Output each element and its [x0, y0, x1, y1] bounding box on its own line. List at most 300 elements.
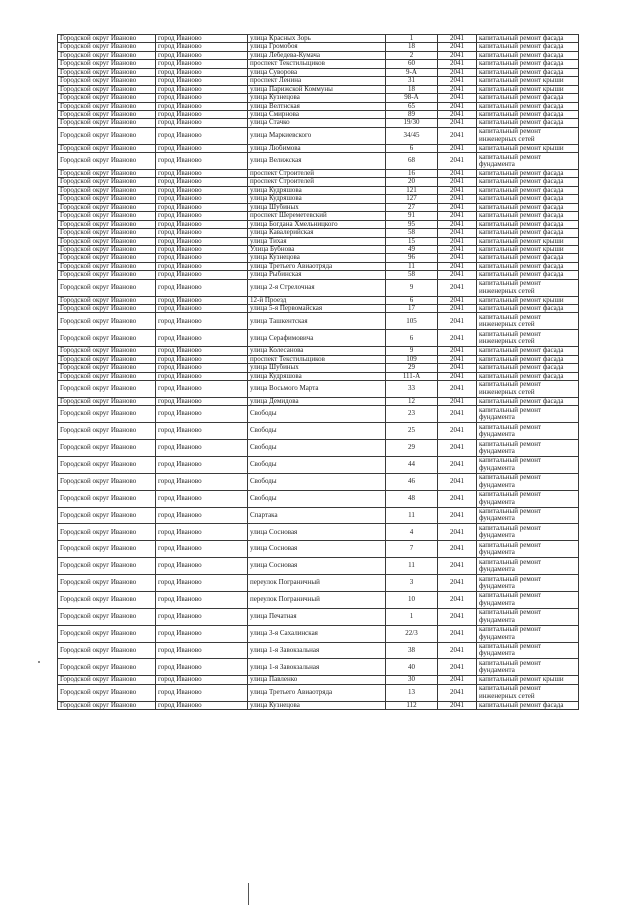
- house-number-cell: 6: [386, 144, 438, 152]
- settlement-cell: город Иваново: [156, 254, 248, 262]
- work-type-cell: капитальный ремонт крыши: [477, 676, 579, 684]
- settlement-cell: город Иваново: [156, 676, 248, 684]
- work-type-cell: капитальный ремонт фундамента: [477, 608, 579, 625]
- settlement-cell: город Иваново: [156, 507, 248, 524]
- house-number-cell: 16: [386, 170, 438, 178]
- street-cell: улица Любимова: [248, 144, 386, 152]
- settlement-cell: город Иваново: [156, 94, 248, 102]
- year-cell: 2041: [438, 347, 477, 355]
- table-row: [58, 35, 579, 43]
- house-number-cell: 18: [386, 85, 438, 93]
- house-number-cell: 96: [386, 254, 438, 262]
- street-cell: улица Рыбинская: [248, 271, 386, 279]
- work-type-cell: капитальный ремонт фундамента: [477, 423, 579, 440]
- house-number-cell: 12: [386, 397, 438, 405]
- house-number-cell: 23: [386, 406, 438, 423]
- table-row: [58, 245, 579, 253]
- work-type-cell: капитальный ремонт крыши: [477, 85, 579, 93]
- year-cell: 2041: [438, 271, 477, 279]
- municipality-cell: Городской округ Иваново: [58, 195, 156, 203]
- street-cell: Свободы: [248, 406, 386, 423]
- settlement-cell: город Иваново: [156, 119, 248, 127]
- table-row: [58, 676, 579, 684]
- work-type-cell: капитальный ремонт фундамента: [477, 575, 579, 592]
- house-number-cell: 44: [386, 456, 438, 473]
- year-cell: 2041: [438, 591, 477, 608]
- municipality-cell: Городской округ Иваново: [58, 77, 156, 85]
- table-row: [58, 684, 579, 701]
- year-cell: 2041: [438, 507, 477, 524]
- work-type-cell: капитальный ремонт фасада: [477, 102, 579, 110]
- work-type-cell: капитальный ремонт фундамента: [477, 440, 579, 457]
- settlement-cell: город Иваново: [156, 220, 248, 228]
- settlement-cell: город Иваново: [156, 245, 248, 253]
- street-cell: проспект Ленина: [248, 77, 386, 85]
- work-type-cell: капитальный ремонт крыши: [477, 237, 579, 245]
- work-type-cell: капитальный ремонт крыши: [477, 245, 579, 253]
- street-cell: улица Кудряшова: [248, 195, 386, 203]
- municipality-cell: Городской округ Иваново: [58, 68, 156, 76]
- year-cell: 2041: [438, 153, 477, 170]
- work-type-cell: капитальный ремонт фасада: [477, 186, 579, 194]
- work-type-cell: капитальный ремонт инженерных сетей: [477, 684, 579, 701]
- street-cell: улица Смирнова: [248, 110, 386, 118]
- municipality-cell: Городской округ Иваново: [58, 473, 156, 490]
- table-row: [58, 85, 579, 93]
- house-number-cell: 10: [386, 591, 438, 608]
- settlement-cell: город Иваново: [156, 490, 248, 507]
- settlement-cell: город Иваново: [156, 212, 248, 220]
- settlement-cell: город Иваново: [156, 279, 248, 296]
- year-cell: 2041: [438, 178, 477, 186]
- house-number-cell: 109: [386, 355, 438, 363]
- street-cell: улица Восьмого Марта: [248, 380, 386, 397]
- house-number-cell: 22/3: [386, 625, 438, 642]
- street-cell: проспект Текстильщиков: [248, 355, 386, 363]
- street-cell: улица Богдана Хмельницкого: [248, 220, 386, 228]
- street-cell: улица Кузнецова: [248, 701, 386, 709]
- work-type-cell: капитальный ремонт фундамента: [477, 625, 579, 642]
- table-row: [58, 51, 579, 59]
- house-number-cell: 6: [386, 296, 438, 304]
- year-cell: 2041: [438, 68, 477, 76]
- year-cell: 2041: [438, 220, 477, 228]
- year-cell: 2041: [438, 94, 477, 102]
- municipality-cell: Городской округ Иваново: [58, 60, 156, 68]
- municipality-cell: Городской округ Иваново: [58, 296, 156, 304]
- year-cell: 2041: [438, 170, 477, 178]
- street-cell: улица 2-я Стрелочная: [248, 279, 386, 296]
- year-cell: 2041: [438, 541, 477, 558]
- house-number-cell: 105: [386, 313, 438, 330]
- work-type-cell: капитальный ремонт фасада: [477, 119, 579, 127]
- street-cell: улица Колесанова: [248, 347, 386, 355]
- municipality-cell: Городской округ Иваново: [58, 110, 156, 118]
- house-number-cell: 111-А: [386, 372, 438, 380]
- work-type-cell: капитальный ремонт фундамента: [477, 659, 579, 676]
- municipality-cell: Городской округ Иваново: [58, 229, 156, 237]
- house-number-cell: 27: [386, 203, 438, 211]
- house-number-cell: 49: [386, 245, 438, 253]
- house-number-cell: 20: [386, 178, 438, 186]
- house-number-cell: 68: [386, 153, 438, 170]
- work-type-cell: капитальный ремонт инженерных сетей: [477, 313, 579, 330]
- settlement-cell: город Иваново: [156, 296, 248, 304]
- municipality-cell: Городской округ Иваново: [58, 397, 156, 405]
- municipality-cell: Городской округ Иваново: [58, 558, 156, 575]
- table-row: [58, 355, 579, 363]
- settlement-cell: город Иваново: [156, 85, 248, 93]
- settlement-cell: город Иваново: [156, 102, 248, 110]
- table-row: [58, 119, 579, 127]
- table-row: [58, 170, 579, 178]
- year-cell: 2041: [438, 456, 477, 473]
- municipality-cell: Городской округ Иваново: [58, 51, 156, 59]
- house-number-cell: 98-А: [386, 94, 438, 102]
- municipality-cell: Городской округ Иваново: [58, 313, 156, 330]
- year-cell: 2041: [438, 575, 477, 592]
- house-number-cell: 11: [386, 262, 438, 270]
- table-row: [58, 186, 579, 194]
- house-number-cell: 89: [386, 110, 438, 118]
- settlement-cell: город Иваново: [156, 541, 248, 558]
- municipality-cell: Городской округ Иваново: [58, 380, 156, 397]
- table-row: [58, 102, 579, 110]
- year-cell: 2041: [438, 296, 477, 304]
- house-number-cell: 3: [386, 575, 438, 592]
- house-number-cell: 112: [386, 701, 438, 709]
- work-type-cell: капитальный ремонт фасада: [477, 220, 579, 228]
- work-type-cell: капитальный ремонт фасада: [477, 60, 579, 68]
- table-row: [58, 305, 579, 313]
- year-cell: 2041: [438, 102, 477, 110]
- settlement-cell: город Иваново: [156, 397, 248, 405]
- work-type-cell: капитальный ремонт фасада: [477, 178, 579, 186]
- year-cell: 2041: [438, 110, 477, 118]
- municipality-cell: Городской округ Иваново: [58, 490, 156, 507]
- municipality-cell: Городской округ Иваново: [58, 347, 156, 355]
- table-row: [58, 279, 579, 296]
- table-row: [58, 591, 579, 608]
- municipality-cell: Городской округ Иваново: [58, 153, 156, 170]
- house-number-cell: 6: [386, 330, 438, 347]
- house-number-cell: 29: [386, 364, 438, 372]
- table-row: [58, 490, 579, 507]
- municipality-cell: Городской округ Иваново: [58, 144, 156, 152]
- table-row: [58, 262, 579, 270]
- table-row: [58, 406, 579, 423]
- year-cell: 2041: [438, 397, 477, 405]
- municipality-cell: Городской округ Иваново: [58, 608, 156, 625]
- house-number-cell: 11: [386, 507, 438, 524]
- house-number-cell: 29: [386, 440, 438, 457]
- street-cell: улица Кузнецова: [248, 94, 386, 102]
- work-type-cell: капитальный ремонт фасада: [477, 347, 579, 355]
- municipality-cell: Городской округ Иваново: [58, 642, 156, 659]
- settlement-cell: город Иваново: [156, 423, 248, 440]
- municipality-cell: Городской округ Иваново: [58, 237, 156, 245]
- house-number-cell: 30: [386, 676, 438, 684]
- house-number-cell: 9: [386, 347, 438, 355]
- table-row: [58, 60, 579, 68]
- year-cell: 2041: [438, 330, 477, 347]
- municipality-cell: Городской округ Иваново: [58, 43, 156, 51]
- table-row: [58, 364, 579, 372]
- house-number-cell: 65: [386, 102, 438, 110]
- settlement-cell: город Иваново: [156, 35, 248, 43]
- year-cell: 2041: [438, 203, 477, 211]
- work-type-cell: капитальный ремонт фундамента: [477, 406, 579, 423]
- settlement-cell: город Иваново: [156, 330, 248, 347]
- house-number-cell: 4: [386, 524, 438, 541]
- settlement-cell: город Иваново: [156, 305, 248, 313]
- house-number-cell: 95: [386, 220, 438, 228]
- work-type-cell: капитальный ремонт фасада: [477, 51, 579, 59]
- street-cell: улица Кавалерийская: [248, 229, 386, 237]
- street-cell: улица Велижская: [248, 153, 386, 170]
- house-number-cell: 11: [386, 558, 438, 575]
- settlement-cell: город Иваново: [156, 229, 248, 237]
- street-cell: проспект Строителей: [248, 170, 386, 178]
- house-number-cell: 25: [386, 423, 438, 440]
- table-row: [58, 625, 579, 642]
- municipality-cell: Городской округ Иваново: [58, 541, 156, 558]
- work-type-cell: капитальный ремонт фундамента: [477, 507, 579, 524]
- year-cell: 2041: [438, 364, 477, 372]
- year-cell: 2041: [438, 684, 477, 701]
- settlement-cell: город Иваново: [156, 347, 248, 355]
- municipality-cell: Городской округ Иваново: [58, 220, 156, 228]
- municipality-cell: Городской округ Иваново: [58, 684, 156, 701]
- document-page: [57, 34, 578, 710]
- work-type-cell: капитальный ремонт фасада: [477, 254, 579, 262]
- street-cell: улица Серафимовича: [248, 330, 386, 347]
- house-number-cell: 40: [386, 659, 438, 676]
- year-cell: 2041: [438, 625, 477, 642]
- street-cell: переулок Пограничный: [248, 575, 386, 592]
- settlement-cell: город Иваново: [156, 237, 248, 245]
- municipality-cell: Городской округ Иваново: [58, 701, 156, 709]
- municipality-cell: Городской округ Иваново: [58, 203, 156, 211]
- house-number-cell: 127: [386, 195, 438, 203]
- municipality-cell: Городской округ Иваново: [58, 305, 156, 313]
- street-cell: Свободы: [248, 473, 386, 490]
- year-cell: 2041: [438, 35, 477, 43]
- street-cell: улица Третьего Авиаотряда: [248, 684, 386, 701]
- table-body: [58, 35, 579, 710]
- settlement-cell: город Иваново: [156, 186, 248, 194]
- street-cell: улица Шубиных: [248, 364, 386, 372]
- work-type-cell: капитальный ремонт фундамента: [477, 153, 579, 170]
- table-row: [58, 440, 579, 457]
- table-row: [58, 237, 579, 245]
- table-row: [58, 43, 579, 51]
- house-number-cell: 58: [386, 229, 438, 237]
- municipality-cell: Городской округ Иваново: [58, 102, 156, 110]
- work-type-cell: капитальный ремонт инженерных сетей: [477, 279, 579, 296]
- house-number-cell: 91: [386, 212, 438, 220]
- table-row: [58, 642, 579, 659]
- house-number-cell: 13: [386, 684, 438, 701]
- street-cell: Свободы: [248, 440, 386, 457]
- year-cell: 2041: [438, 127, 477, 144]
- house-number-cell: 1: [386, 608, 438, 625]
- year-cell: 2041: [438, 85, 477, 93]
- municipality-cell: Городской округ Иваново: [58, 440, 156, 457]
- street-cell: улица Кудряшова: [248, 372, 386, 380]
- work-type-cell: капитальный ремонт крыши: [477, 144, 579, 152]
- work-type-cell: капитальный ремонт фасада: [477, 701, 579, 709]
- settlement-cell: город Иваново: [156, 110, 248, 118]
- street-cell: Улица Бубнова: [248, 245, 386, 253]
- settlement-cell: город Иваново: [156, 144, 248, 152]
- year-cell: 2041: [438, 195, 477, 203]
- table-row: [58, 507, 579, 524]
- year-cell: 2041: [438, 51, 477, 59]
- table-row: [58, 110, 579, 118]
- municipality-cell: Городской округ Иваново: [58, 423, 156, 440]
- table-row: [58, 313, 579, 330]
- municipality-cell: Городской округ Иваново: [58, 372, 156, 380]
- table-row: [58, 127, 579, 144]
- work-type-cell: капитальный ремонт инженерных сетей: [477, 127, 579, 144]
- work-type-cell: капитальный ремонт фасада: [477, 364, 579, 372]
- work-type-cell: капитальный ремонт крыши: [477, 296, 579, 304]
- settlement-cell: город Иваново: [156, 51, 248, 59]
- work-type-cell: капитальный ремонт фасада: [477, 94, 579, 102]
- settlement-cell: город Иваново: [156, 68, 248, 76]
- work-type-cell: капитальный ремонт фасада: [477, 397, 579, 405]
- table-row: [58, 212, 579, 220]
- municipality-cell: Городской округ Иваново: [58, 364, 156, 372]
- street-cell: переулок Пограничный: [248, 591, 386, 608]
- municipality-cell: Городской округ Иваново: [58, 262, 156, 270]
- settlement-cell: город Иваново: [156, 170, 248, 178]
- table-row: [58, 220, 579, 228]
- street-cell: Спартака: [248, 507, 386, 524]
- table-row: [58, 423, 579, 440]
- municipality-cell: Городской округ Иваново: [58, 406, 156, 423]
- year-cell: 2041: [438, 279, 477, 296]
- table-row: [58, 608, 579, 625]
- municipality-cell: Городской округ Иваново: [58, 212, 156, 220]
- table-row: [58, 330, 579, 347]
- settlement-cell: город Иваново: [156, 372, 248, 380]
- settlement-cell: город Иваново: [156, 271, 248, 279]
- work-type-cell: капитальный ремонт инженерных сетей: [477, 380, 579, 397]
- year-cell: 2041: [438, 473, 477, 490]
- municipality-cell: Городской округ Иваново: [58, 355, 156, 363]
- settlement-cell: город Иваново: [156, 701, 248, 709]
- municipality-cell: Городской округ Иваново: [58, 591, 156, 608]
- settlement-cell: город Иваново: [156, 473, 248, 490]
- street-cell: проспект Строителей: [248, 178, 386, 186]
- work-type-cell: капитальный ремонт фундамента: [477, 541, 579, 558]
- municipality-cell: Городской округ Иваново: [58, 35, 156, 43]
- year-cell: 2041: [438, 237, 477, 245]
- settlement-cell: город Иваново: [156, 440, 248, 457]
- street-cell: Свободы: [248, 490, 386, 507]
- house-number-cell: 15: [386, 237, 438, 245]
- settlement-cell: город Иваново: [156, 608, 248, 625]
- settlement-cell: город Иваново: [156, 684, 248, 701]
- settlement-cell: город Иваново: [156, 262, 248, 270]
- year-cell: 2041: [438, 245, 477, 253]
- year-cell: 2041: [438, 642, 477, 659]
- municipality-cell: Городской округ Иваново: [58, 330, 156, 347]
- settlement-cell: город Иваново: [156, 591, 248, 608]
- street-cell: улица 5-я Первомайская: [248, 305, 386, 313]
- house-number-cell: 9-А: [386, 68, 438, 76]
- municipality-cell: Городской округ Иваново: [58, 245, 156, 253]
- street-cell: улица Ташкентская: [248, 313, 386, 330]
- municipality-cell: Городской округ Иваново: [58, 279, 156, 296]
- street-cell: улица Громобоя: [248, 43, 386, 51]
- table-row: [58, 456, 579, 473]
- settlement-cell: город Иваново: [156, 659, 248, 676]
- work-type-cell: капитальный ремонт фасада: [477, 170, 579, 178]
- municipality-cell: Городской округ Иваново: [58, 271, 156, 279]
- work-type-cell: капитальный ремонт инженерных сетей: [477, 330, 579, 347]
- municipality-cell: Городской округ Иваново: [58, 524, 156, 541]
- street-cell: улица Стачко: [248, 119, 386, 127]
- municipality-cell: Городской округ Иваново: [58, 659, 156, 676]
- house-number-cell: 46: [386, 473, 438, 490]
- work-type-cell: капитальный ремонт фасада: [477, 68, 579, 76]
- street-cell: улица Парижской Коммуны: [248, 85, 386, 93]
- house-number-cell: 60: [386, 60, 438, 68]
- year-cell: 2041: [438, 144, 477, 152]
- house-number-cell: 9: [386, 279, 438, 296]
- year-cell: 2041: [438, 423, 477, 440]
- settlement-cell: город Иваново: [156, 406, 248, 423]
- table-row: [58, 558, 579, 575]
- table-row: [58, 372, 579, 380]
- table-row: [58, 203, 579, 211]
- year-cell: 2041: [438, 77, 477, 85]
- street-cell: улица Суворова: [248, 68, 386, 76]
- settlement-cell: город Иваново: [156, 195, 248, 203]
- house-number-cell: 48: [386, 490, 438, 507]
- table-row: [58, 229, 579, 237]
- table-row: [58, 94, 579, 102]
- work-type-cell: капитальный ремонт фасада: [477, 195, 579, 203]
- year-cell: 2041: [438, 558, 477, 575]
- street-cell: улица Сосновая: [248, 558, 386, 575]
- year-cell: 2041: [438, 305, 477, 313]
- municipality-cell: Городской округ Иваново: [58, 676, 156, 684]
- street-cell: улица 1-я Завокзальная: [248, 642, 386, 659]
- year-cell: 2041: [438, 313, 477, 330]
- house-number-cell: 38: [386, 642, 438, 659]
- year-cell: 2041: [438, 659, 477, 676]
- year-cell: 2041: [438, 440, 477, 457]
- work-type-cell: капитальный ремонт фасада: [477, 43, 579, 51]
- street-cell: улица Сосновая: [248, 541, 386, 558]
- settlement-cell: город Иваново: [156, 524, 248, 541]
- year-cell: 2041: [438, 490, 477, 507]
- table-row: [58, 178, 579, 186]
- year-cell: 2041: [438, 119, 477, 127]
- work-type-cell: капитальный ремонт фундамента: [477, 642, 579, 659]
- table-row: [58, 144, 579, 152]
- table-row: [58, 195, 579, 203]
- year-cell: 2041: [438, 186, 477, 194]
- work-type-cell: капитальный ремонт фасада: [477, 305, 579, 313]
- work-type-cell: капитальный ремонт фасада: [477, 203, 579, 211]
- house-number-cell: 7: [386, 541, 438, 558]
- table-row: [58, 524, 579, 541]
